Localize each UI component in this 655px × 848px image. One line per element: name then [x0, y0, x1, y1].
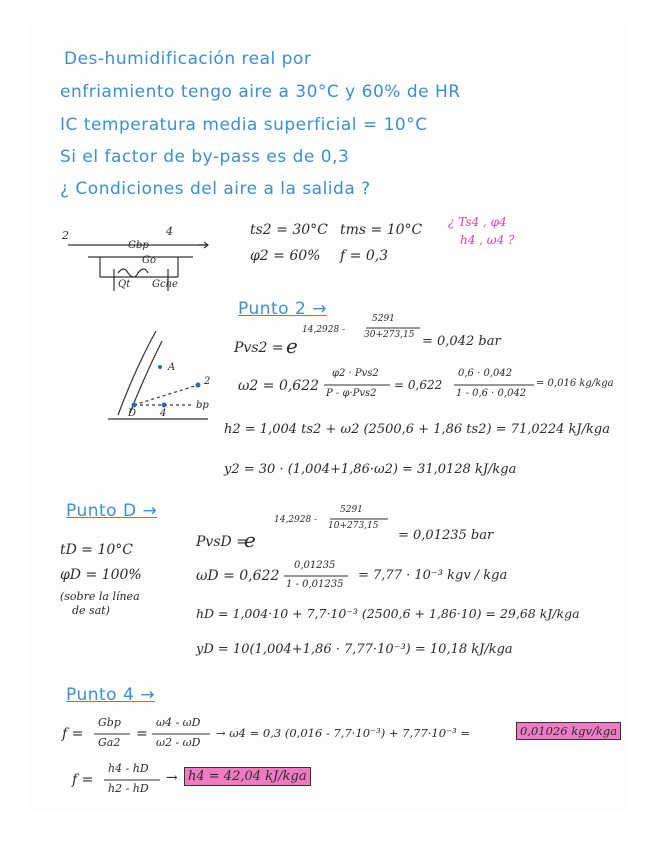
puntoD-e: e	[244, 528, 256, 552]
punto2-pvs-rhs: = 0,042 bar	[422, 334, 501, 349]
punto4-f1-line2	[152, 733, 210, 735]
question-ts4: ¿ Ts4 , φ4	[448, 215, 507, 229]
psy-label-2: 2	[204, 376, 211, 387]
punto4-f1-lhs: f =	[62, 726, 84, 742]
schematic-gche-label: Gche	[152, 279, 178, 290]
puntoD-w-line	[284, 575, 348, 577]
punto2-e: e	[286, 334, 298, 358]
punto4-f1-den2: ω2 - ωD	[156, 736, 201, 749]
punto4-f1-num1: Gbp	[98, 716, 121, 729]
punto2-w-lhs: ω2 = 0,622	[238, 378, 320, 394]
schematic-qt-label: Qt	[118, 279, 131, 290]
puntoD-w-num: 0,01235	[294, 560, 336, 571]
punto2-w-num: φ2 · Pvs2	[332, 368, 379, 379]
given-phi2: φ2 = 60%	[250, 248, 321, 264]
given-ts2: ts2 = 30°C	[250, 222, 328, 238]
intro-line-5: ¿ Condiciones del aire a la salida ?	[60, 179, 371, 199]
punto2-w-res: = 0,016 kg/kga	[536, 378, 614, 389]
psy-label-4: 4	[160, 408, 167, 419]
punto4-f1-num2: ω4 - ωD	[156, 716, 201, 729]
punto4-f2-line	[104, 779, 160, 781]
punto4-f2-arrow: →	[166, 770, 178, 786]
puntoD-enthalpy: hD = 1,004·10 + 7,7·10⁻³ (2500,6 + 1,86·10) = 29,68 kJ/kga	[196, 606, 580, 621]
puntoD-w-lhs: ωD = 0,622	[196, 568, 280, 584]
puntoD-frac-num: 5291	[340, 505, 363, 515]
punto2-exp-line	[366, 327, 420, 329]
given-f: f = 0,3	[340, 248, 389, 264]
punto2-w-line	[324, 384, 390, 386]
punto2-pvs-lhs: Pvs2 =	[234, 340, 284, 356]
punto4-f1-line1	[94, 733, 130, 735]
puntoD-title: Punto D →	[66, 501, 158, 521]
punto2-frac-den: 30+273,15	[364, 330, 415, 340]
intro-line-1: Des-humidificación real por	[64, 49, 312, 69]
punto2-y: y2 = 30 · (1,004+1,86·ω2) = 31,0128 kJ/kga	[224, 462, 517, 477]
intro-line-4: Si el factor de by-pass es de 0,3	[60, 147, 350, 167]
punto2-frac-num: 5291	[372, 314, 395, 324]
punto4-omega-result: 0,01026 kgv/kga	[516, 722, 621, 740]
punto4-title: Punto 4 →	[66, 685, 155, 705]
puntoD-w-res: = 7,77 · 10⁻³ kgv / kga	[358, 568, 508, 583]
psy-label-d: D	[128, 408, 137, 419]
punto2-w-num2: 0,6 · 0,042	[458, 368, 513, 379]
puntoD-pvs-rhs: = 0,01235 bar	[398, 528, 494, 543]
psy-label-a: A	[168, 362, 176, 373]
schematic-out-label: 4	[166, 225, 173, 238]
intro-line-2: enfriamiento tengo aire a 30°C y 60% de HR	[60, 82, 461, 102]
puntoD-note-2: de sat)	[72, 604, 110, 617]
punto4-f1-rhs: → ω4 = 0,3 (0,016 - 7,7·10⁻³) + 7,77·10⁻³ =	[216, 726, 471, 740]
psy-label-bp: bp	[196, 400, 209, 411]
punto4-f2-lhs: f =	[72, 772, 94, 788]
punto2-enthalpy: h2 = 1,004 ts2 + ω2 (2500,6 + 1,86 ts2) = 71,0224 kJ/kga	[224, 422, 610, 437]
puntoD-w-den: 1 - 0,01235	[286, 579, 344, 590]
punto2-w-line2	[454, 384, 534, 386]
puntoD-td: tD = 10°C	[60, 542, 134, 558]
punto2-title: Punto 2 →	[238, 299, 327, 319]
schematic-go-label: Go	[142, 255, 157, 266]
puntoD-y: yD = 10(1,004+1,86 · 7,77·10⁻³) = 10,18 kJ/kga	[196, 642, 513, 657]
punto4-f2-num: h4 - hD	[108, 762, 149, 775]
puntoD-frac-den: 10+273,15	[328, 521, 379, 531]
schematic-in-label: 2	[62, 229, 69, 242]
bypass-schematic	[58, 227, 223, 297]
punto2-w-den: P - φ·Pvs2	[326, 388, 377, 399]
punto2-w-mid: = 0,622	[394, 378, 443, 392]
psychrometric-sketch	[98, 327, 218, 427]
punto4-f2-den: h2 - hD	[108, 782, 149, 795]
puntoD-note-1: (sobre la línea	[60, 590, 140, 603]
intro-line-3: IC temperatura media superficial = 10°C	[60, 115, 428, 135]
punto4-f1-eq: =	[136, 726, 148, 742]
schematic-gbp-label: Gbp	[128, 240, 149, 251]
puntoD-exp-line	[330, 518, 388, 520]
punto2-w-den2: 1 - 0,6 · 0,042	[456, 388, 527, 399]
punto4-f1-den1: Ga2	[98, 736, 121, 749]
puntoD-exp: 14,2928 -	[274, 515, 318, 525]
punto2-exp: 14,2928 -	[302, 325, 346, 335]
puntoD-pvs-lhs: PvsD =	[196, 534, 248, 550]
punto4-enthalpy-result: h4 = 42,04 kJ/kga	[184, 767, 311, 786]
question-h4: h4 , ω4 ?	[460, 233, 515, 247]
notebook-page	[28, 22, 628, 812]
puntoD-phi: φD = 100%	[60, 567, 142, 583]
given-tms: tms = 10°C	[340, 222, 423, 238]
